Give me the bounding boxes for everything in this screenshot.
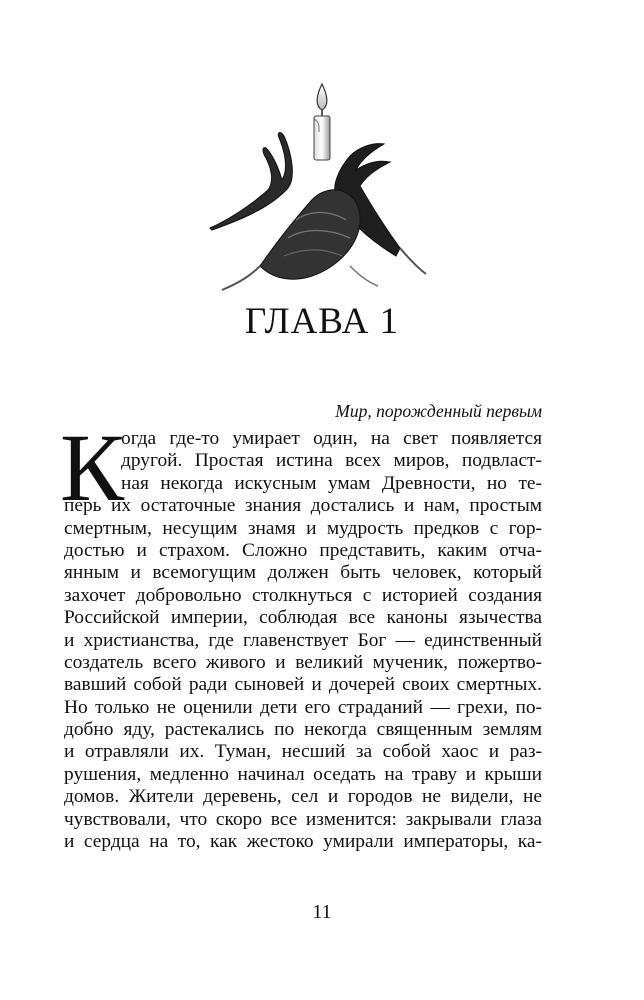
text-line: Российской империи, соблюдая все каноны язычества (64, 607, 542, 629)
body-text (60, 414, 542, 853)
text-line: смертным, несущим знамя и мудрость предков с гор- (64, 517, 542, 539)
text-line: и христианства, где главенствует Бог — единственный (64, 629, 542, 651)
text-line: перь их остаточные знания достались и нам, простым (64, 495, 542, 517)
page-number: 11 (312, 901, 332, 923)
text-line: рушения, медленно начинал оседать на траву и крыши (64, 763, 542, 785)
text-line: захочет добровольно столкнуться с историей создания (64, 584, 542, 606)
text-line: добно яду, растекались по некогда священным землям (64, 719, 542, 741)
text-line: Но только не оценили дети его страданий — грехи, по- (64, 696, 542, 718)
text-line: создатель всего живого и великий мученик, пожертво- (64, 651, 542, 673)
text-line: домов. Жители деревень, сел и городов не видели, не (64, 786, 542, 808)
drop-cap: К (60, 414, 125, 521)
text-line: чувствовали, что скоро все изменится: закрывали глаза (64, 808, 542, 830)
text-line: и отравляли их. Туман, несший за собой хаос и раз- (64, 741, 542, 763)
text-line: ная некогда искусным умам Древности, но те- (121, 472, 542, 494)
text-line: достью и страхом. Сложно представить, каким отча- (64, 539, 542, 561)
text-line: вавший собой ради сыновей и дочерей своих смертных. (64, 674, 542, 696)
epigraph: Мир, порожденный первым (335, 401, 542, 421)
chapter-title: ГЛАВА 1 (244, 301, 400, 342)
text-line: янным и всемогущим должен быть человек, который (64, 562, 542, 584)
text-line: и сердца на то, как жестоко умирали императоры, ка- (64, 831, 542, 853)
text-line: другой. Простая истина всех миров, подвласт- (121, 450, 542, 472)
text-line: огда где-то умирает один, на свет появляется (121, 428, 542, 449)
hands-holding-candle-icon (200, 70, 440, 300)
